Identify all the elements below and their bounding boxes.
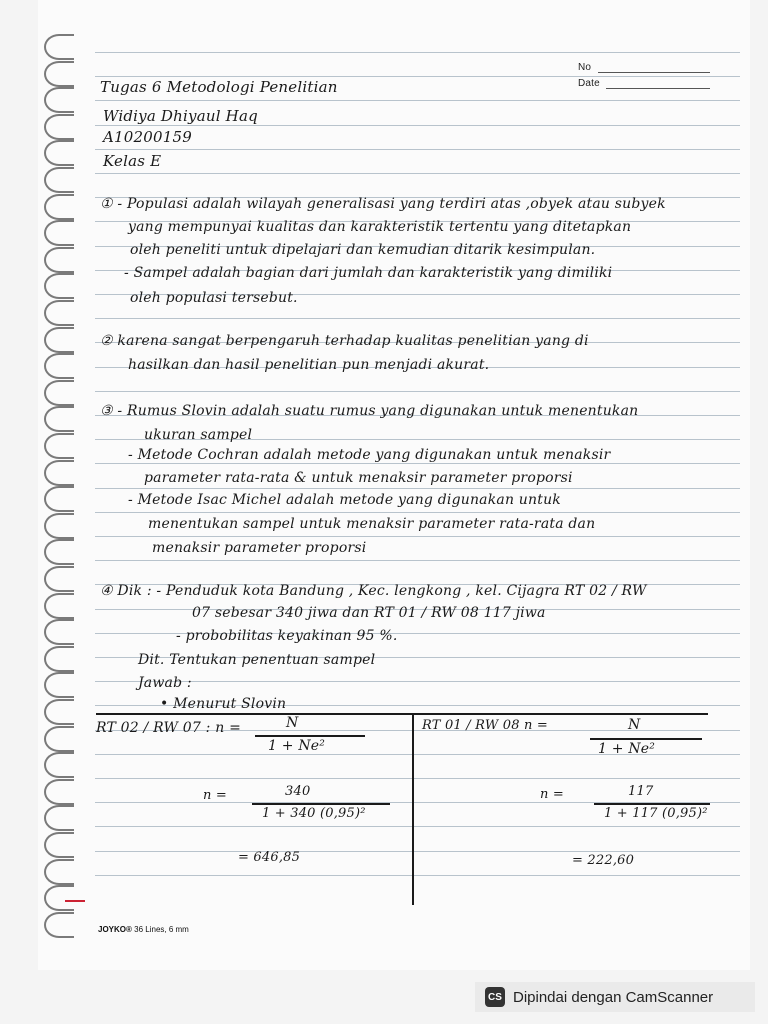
- spiral-ring: [44, 61, 74, 87]
- ruled-line: [95, 512, 740, 513]
- right-den2: 1 + 117 (0,95)²: [604, 806, 708, 821]
- spiral-ring: [44, 539, 74, 565]
- answer1-line1: ① - Populasi adalah wilayah generalisasi yang terdiri atas ,obyek atau subyek: [100, 196, 666, 212]
- spiral-ring: [44, 167, 74, 193]
- spiral-ring: [44, 460, 74, 486]
- spiral-ring: [44, 406, 74, 432]
- right-num2: 117: [628, 784, 654, 799]
- ruled-line: [95, 100, 740, 101]
- spiral-ring: [44, 566, 74, 592]
- left-result: = 646,85: [238, 850, 301, 865]
- ruled-line: [95, 851, 740, 852]
- right-fraction-bar-2: [594, 803, 710, 805]
- spiral-ring: [44, 300, 74, 326]
- answer4-line1: ④ Dik : - Penduduk kota Bandung , Kec. lengkong , kel. Cijagra RT 02 / RW: [100, 583, 647, 599]
- ruled-line: [95, 391, 740, 392]
- class-label: Kelas E: [103, 152, 162, 170]
- spiral-ring: [44, 832, 74, 858]
- left-den2: 1 + 340 (0,95)²: [262, 806, 366, 821]
- spiral-ring: [44, 114, 74, 140]
- answer4-line4: Dit. Tentukan penentuan sampel: [138, 652, 376, 668]
- ruled-line: [95, 536, 740, 537]
- left-n-eq: n =: [203, 788, 227, 803]
- answer2-line2: hasilkan dan hasil penelitian pun menjadi akurat.: [128, 357, 490, 373]
- answer3-line2: ukuran sampel: [144, 427, 253, 443]
- spiral-ring: [44, 699, 74, 725]
- answer1-line2: yang mempunyai kualitas dan karakteristik tertentu yang ditetapkan: [128, 219, 632, 235]
- camscanner-watermark: [475, 982, 755, 1012]
- spiral-ring: [44, 140, 74, 166]
- left-num1: N: [286, 715, 299, 731]
- right-num1: N: [628, 717, 641, 733]
- answer3-line4: parameter rata-rata & untuk menaksir parameter proporsi: [144, 470, 573, 486]
- answer4-line3: - probobilitas keyakinan 95 %.: [176, 628, 398, 644]
- ruled-line: [95, 778, 740, 779]
- spiral-ring: [44, 859, 74, 885]
- spiral-ring: [44, 752, 74, 778]
- spiral-ring: [44, 726, 74, 752]
- spiral-ring: [44, 353, 74, 379]
- right-n-eq: n =: [540, 787, 564, 802]
- ruled-line: [95, 488, 740, 489]
- spiral-ring: [44, 327, 74, 353]
- ruled-line: [95, 149, 740, 150]
- answer3-line5: - Metode Isac Michel adalah metode yang digunakan untuk: [128, 492, 561, 508]
- paper-spec: 36 Lines, 6 mm: [134, 925, 189, 934]
- spiral-ring: [44, 486, 74, 512]
- ruled-line: [95, 52, 740, 53]
- ruled-line: [95, 875, 740, 876]
- right-fraction-bar-1: [590, 738, 702, 740]
- spiral-ring: [44, 194, 74, 220]
- left-calc-label: RT 02 / RW 07 : n =: [96, 720, 242, 736]
- answer4-line6: • Menurut Slovin: [160, 696, 287, 712]
- course-title: Tugas 6 Metodologi Penelitian: [100, 78, 338, 96]
- left-num2: 340: [285, 784, 311, 799]
- left-den1: 1 + Ne²: [268, 738, 326, 754]
- spiral-ring: [44, 885, 74, 911]
- brand-name: JOYKO®: [98, 925, 132, 934]
- answer3-line3: - Metode Cochran adalah metode yang digunakan untuk menaksir: [128, 447, 611, 463]
- right-result: = 222,60: [572, 853, 635, 868]
- answer4-line5: Jawab :: [138, 675, 192, 691]
- answer4-line2: 07 sebesar 340 jiwa dan RT 01 / RW 08 117 jiwa: [192, 605, 546, 621]
- no-label: No: [578, 62, 592, 73]
- spiral-ring: [44, 513, 74, 539]
- ruled-line: [95, 463, 740, 464]
- spiral-ring: [44, 273, 74, 299]
- spiral-ring: [44, 247, 74, 273]
- spiral-ring: [44, 805, 74, 831]
- ruled-line: [95, 826, 740, 827]
- spiral-ring: [44, 672, 74, 698]
- left-fraction-bar-1: [255, 735, 365, 737]
- camscanner-text: Dipindai dengan CamScanner: [513, 988, 714, 1006]
- spiral-ring: [44, 779, 74, 805]
- answer3-line6: menentukan sampel untuk menaksir parameter rata-rata dan: [148, 516, 596, 532]
- red-margin-mark: [65, 900, 85, 902]
- answer3-line1: ③ - Rumus Slovin adalah suatu rumus yang digunakan untuk menentukan: [100, 403, 639, 419]
- right-calc-label: RT 01 / RW 08 n =: [422, 718, 549, 733]
- right-den1: 1 + Ne²: [598, 741, 656, 757]
- spiral-ring: [44, 220, 74, 246]
- no-underline: [598, 72, 710, 73]
- ruled-line: [95, 173, 740, 174]
- spiral-ring: [44, 619, 74, 645]
- answer1-line4: - Sampel adalah bagian dari jumlah dan karakteristik yang dimiliki: [124, 265, 613, 281]
- spiral-ring: [44, 593, 74, 619]
- paper-brand: [98, 925, 189, 934]
- answer2-line1: ② karena sangat berpengaruh terhadap kualitas penelitian yang di: [100, 333, 589, 349]
- date-underline: [606, 88, 710, 89]
- table-divider: [412, 713, 414, 905]
- spiral-ring: [44, 912, 74, 938]
- spiral-ring: [44, 34, 74, 60]
- student-id: A10200159: [103, 128, 192, 146]
- date-label: Date: [578, 78, 600, 89]
- ruled-line: [95, 318, 740, 319]
- ruled-line: [95, 560, 740, 561]
- answer1-line5: oleh populasi tersebut.: [130, 290, 298, 306]
- spiral-ring: [44, 380, 74, 406]
- spiral-ring: [44, 87, 74, 113]
- camscanner-logo-icon: CS: [485, 987, 505, 1007]
- left-fraction-bar-2: [252, 803, 390, 805]
- spiral-ring: [44, 433, 74, 459]
- student-name: Widiya Dhiyaul Haq: [103, 107, 258, 125]
- table-top-rule: [96, 713, 708, 715]
- answer3-line7: menaksir parameter proporsi: [152, 540, 367, 556]
- spiral-ring: [44, 646, 74, 672]
- answer1-line3: oleh peneliti untuk dipelajari dan kemudian ditarik kesimpulan.: [130, 242, 596, 258]
